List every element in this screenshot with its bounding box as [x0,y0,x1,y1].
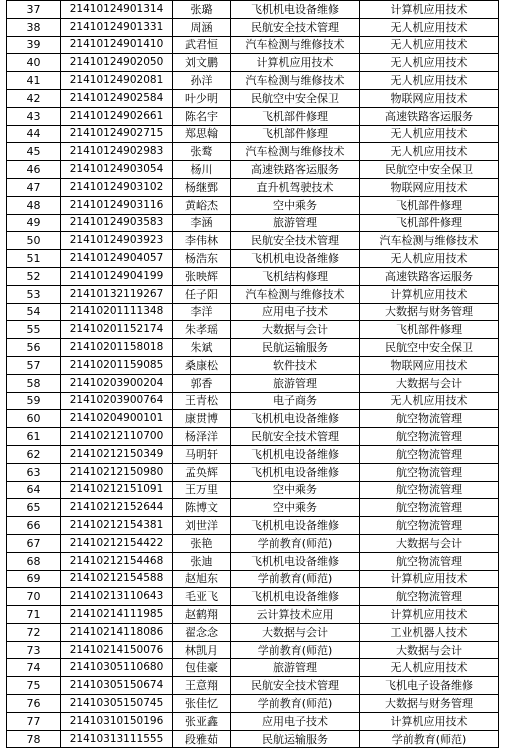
target-major-cell: 大数据与财务管理 [360,695,499,713]
target-major-cell: 计算机应用技术 [360,606,499,624]
target-major-cell: 航空物流管理 [360,588,499,606]
student-id-cell: 21410201111348 [61,303,173,321]
row-number-cell: 45 [7,143,61,161]
student-name-cell: 张璐 [173,1,231,19]
original-major-cell: 空中乘务 [231,196,360,214]
row-number-cell: 64 [7,481,61,499]
table-row [7,1,499,19]
student-id-cell: 21410124901314 [61,1,173,19]
student-name-cell: 赵鹤翔 [173,606,231,624]
target-major-cell: 飞机部件修理 [360,214,499,232]
student-name-cell: 张艳 [173,534,231,552]
table-row [7,267,499,285]
original-major-cell: 软件技术 [231,356,360,374]
target-major-cell: 飞机电子设备维修 [360,677,499,695]
original-major-cell: 旅游管理 [231,659,360,677]
target-major-cell: 无人机应用技术 [360,659,499,677]
row-number-cell: 62 [7,445,61,463]
student-name-cell: 郭香 [173,374,231,392]
student-name-cell: 翟念念 [173,623,231,641]
student-name-cell: 康贯博 [173,410,231,428]
student-name-cell: 任子阳 [173,285,231,303]
row-number-cell: 70 [7,588,61,606]
student-id-cell: 21410212154588 [61,570,173,588]
row-number-cell: 43 [7,107,61,125]
student-name-cell: 王意翔 [173,677,231,695]
original-major-cell: 电子商务 [231,392,360,410]
student-name-cell: 张映辉 [173,267,231,285]
table-row [7,72,499,90]
target-major-cell: 汽车检测与维修技术 [360,232,499,250]
target-major-cell: 高速铁路客运服务 [360,107,499,125]
original-major-cell: 飞机机电设备维修 [231,552,360,570]
student-id-cell: 21410124903923 [61,232,173,250]
student-id-cell: 21410124903102 [61,178,173,196]
row-number-cell: 78 [7,730,61,748]
original-major-cell: 应用电子技术 [231,303,360,321]
student-name-cell: 桑康松 [173,356,231,374]
original-major-cell: 大数据与会计 [231,321,360,339]
student-id-cell: 21410212154422 [61,534,173,552]
original-major-cell: 云计算技术应用 [231,606,360,624]
target-major-cell: 航空物流管理 [360,428,499,446]
target-major-cell: 飞机部件修理 [360,321,499,339]
target-major-cell: 物联网应用技术 [360,356,499,374]
table-row [7,499,499,517]
original-major-cell: 汽车检测与维修技术 [231,72,360,90]
original-major-cell: 应用电子技术 [231,712,360,730]
student-name-cell: 郑思翰 [173,125,231,143]
table-row [7,89,499,107]
table-row [7,214,499,232]
target-major-cell: 计算机应用技术 [360,285,499,303]
row-number-cell: 73 [7,641,61,659]
student-name-cell: 杨川 [173,161,231,179]
row-number-cell: 37 [7,1,61,19]
row-number-cell: 53 [7,285,61,303]
table-row [7,36,499,54]
table-row [7,178,499,196]
student-name-cell: 包佳豪 [173,659,231,677]
original-major-cell: 旅游管理 [231,214,360,232]
row-number-cell: 38 [7,18,61,36]
row-number-cell: 50 [7,232,61,250]
row-number-cell: 58 [7,374,61,392]
student-id-cell: 21410124903054 [61,161,173,179]
row-number-cell: 67 [7,534,61,552]
student-name-cell: 杨泽洋 [173,428,231,446]
table-row [7,445,499,463]
student-name-cell: 张鹜 [173,143,231,161]
table-row [7,606,499,624]
student-name-cell: 张迪 [173,552,231,570]
row-number-cell: 52 [7,267,61,285]
table-row [7,143,499,161]
target-major-cell: 航空物流管理 [360,499,499,517]
original-major-cell: 飞机部件修理 [231,107,360,125]
row-number-cell: 69 [7,570,61,588]
student-name-cell: 王青松 [173,392,231,410]
table-row [7,339,499,357]
student-id-cell: 21410201158018 [61,339,173,357]
student-id-cell: 21410313111555 [61,730,173,748]
target-major-cell: 大数据与会计 [360,374,499,392]
target-major-cell: 航空物流管理 [360,445,499,463]
row-number-cell: 77 [7,712,61,730]
original-major-cell: 飞机结构修理 [231,267,360,285]
student-id-cell: 21410212151091 [61,481,173,499]
target-major-cell: 无人机应用技术 [360,143,499,161]
original-major-cell: 汽车检测与维修技术 [231,285,360,303]
target-major-cell: 无人机应用技术 [360,54,499,72]
student-name-cell: 杨继鄄 [173,178,231,196]
original-major-cell: 飞机机电设备维修 [231,588,360,606]
table-row [7,428,499,446]
target-major-cell: 大数据与财务管理 [360,303,499,321]
student-id-cell: 21410203900204 [61,374,173,392]
original-major-cell: 直升机驾驶技术 [231,178,360,196]
table-row [7,570,499,588]
table-row [7,641,499,659]
target-major-cell: 民航空中安全保卫 [360,339,499,357]
student-name-cell: 孟奂辉 [173,463,231,481]
student-id-cell: 21410214111985 [61,606,173,624]
table-row [7,517,499,535]
row-number-cell: 49 [7,214,61,232]
original-major-cell: 民航安全技术管理 [231,232,360,250]
target-major-cell: 无人机应用技术 [360,392,499,410]
target-major-cell: 物联网应用技术 [360,178,499,196]
original-major-cell: 飞机机电设备维修 [231,463,360,481]
student-id-cell: 21410305110680 [61,659,173,677]
target-major-cell: 无人机应用技术 [360,125,499,143]
student-name-cell: 马明轩 [173,445,231,463]
original-major-cell: 飞机机电设备维修 [231,517,360,535]
student-id-cell: 21410124902661 [61,107,173,125]
row-number-cell: 55 [7,321,61,339]
target-major-cell: 无人机应用技术 [360,36,499,54]
student-name-cell: 周涵 [173,18,231,36]
target-major-cell: 航空物流管理 [360,552,499,570]
original-major-cell: 学前教育(师范) [231,695,360,713]
table-row [7,250,499,268]
row-number-cell: 46 [7,161,61,179]
student-name-cell: 陈博文 [173,499,231,517]
table-row [7,54,499,72]
table-row [7,107,499,125]
original-major-cell: 学前教育(师范) [231,534,360,552]
original-major-cell: 飞机机电设备维修 [231,250,360,268]
original-major-cell: 空中乘务 [231,499,360,517]
table-row [7,588,499,606]
target-major-cell: 民航空中安全保卫 [360,161,499,179]
original-major-cell: 高速铁路客运服务 [231,161,360,179]
table-row [7,677,499,695]
row-number-cell: 51 [7,250,61,268]
table-row [7,481,499,499]
target-major-cell: 飞机部件修理 [360,196,499,214]
target-major-cell: 计算机应用技术 [360,1,499,19]
row-number-cell: 61 [7,428,61,446]
target-major-cell: 航空物流管理 [360,517,499,535]
student-id-cell: 21410124901410 [61,36,173,54]
row-number-cell: 59 [7,392,61,410]
student-name-cell: 武君恒 [173,36,231,54]
original-major-cell: 民航运输服务 [231,730,360,748]
student-id-cell: 21410305150745 [61,695,173,713]
target-major-cell: 无人机应用技术 [360,250,499,268]
student-id-cell: 21410124902050 [61,54,173,72]
student-id-cell: 21410124903583 [61,214,173,232]
target-major-cell: 航空物流管理 [360,410,499,428]
row-number-cell: 75 [7,677,61,695]
row-number-cell: 54 [7,303,61,321]
student-id-cell: 21410213110643 [61,588,173,606]
table-row [7,285,499,303]
table-row [7,356,499,374]
student-id-cell: 21410201159085 [61,356,173,374]
student-id-cell: 21410212110700 [61,428,173,446]
student-major-table [6,0,499,748]
row-number-cell: 39 [7,36,61,54]
student-id-cell: 21410124903116 [61,196,173,214]
row-number-cell: 42 [7,89,61,107]
student-name-cell: 王万里 [173,481,231,499]
table-row [7,659,499,677]
original-major-cell: 空中乘务 [231,481,360,499]
student-id-cell: 21410212150349 [61,445,173,463]
target-major-cell: 工业机器人技术 [360,623,499,641]
row-number-cell: 72 [7,623,61,641]
student-id-cell: 21410201152174 [61,321,173,339]
student-id-cell: 21410212154468 [61,552,173,570]
student-id-cell: 21410124902983 [61,143,173,161]
table-row [7,374,499,392]
target-major-cell: 无人机应用技术 [360,18,499,36]
student-id-cell: 21410124904057 [61,250,173,268]
target-major-cell: 计算机应用技术 [360,712,499,730]
original-major-cell: 飞机机电设备维修 [231,410,360,428]
student-id-cell: 21410203900764 [61,392,173,410]
target-major-cell: 计算机应用技术 [360,570,499,588]
target-major-cell: 物联网应用技术 [360,89,499,107]
student-name-cell: 张亚鑫 [173,712,231,730]
original-major-cell: 民航安全技术管理 [231,18,360,36]
original-major-cell: 学前教育(师范) [231,570,360,588]
table-row [7,232,499,250]
student-id-cell: 21410305150674 [61,677,173,695]
original-major-cell: 民航安全技术管理 [231,677,360,695]
student-id-cell: 21410132119267 [61,285,173,303]
table-row [7,161,499,179]
table-row [7,321,499,339]
row-number-cell: 47 [7,178,61,196]
table-row [7,410,499,428]
student-name-cell: 叶少明 [173,89,231,107]
row-number-cell: 74 [7,659,61,677]
student-name-cell: 黄峪杰 [173,196,231,214]
student-name-cell: 李洋 [173,303,231,321]
student-name-cell: 毛亚飞 [173,588,231,606]
row-number-cell: 60 [7,410,61,428]
student-name-cell: 朱斌 [173,339,231,357]
row-number-cell: 76 [7,695,61,713]
student-name-cell: 孙洋 [173,72,231,90]
row-number-cell: 48 [7,196,61,214]
original-major-cell: 民航空中安全保卫 [231,89,360,107]
student-name-cell: 朱孝瑶 [173,321,231,339]
target-major-cell: 高速铁路客运服务 [360,267,499,285]
row-number-cell: 71 [7,606,61,624]
target-major-cell: 航空物流管理 [360,463,499,481]
original-major-cell: 民航安全技术管理 [231,428,360,446]
table-row [7,392,499,410]
target-major-cell: 无人机应用技术 [360,72,499,90]
original-major-cell: 学前教育(师范) [231,641,360,659]
original-major-cell: 大数据与会计 [231,623,360,641]
student-id-cell: 21410212150980 [61,463,173,481]
student-id-cell: 21410214118086 [61,623,173,641]
row-number-cell: 41 [7,72,61,90]
row-number-cell: 66 [7,517,61,535]
student-id-cell: 21410124902715 [61,125,173,143]
row-number-cell: 56 [7,339,61,357]
table-row [7,303,499,321]
student-name-cell: 杨浩东 [173,250,231,268]
student-id-cell: 21410310150196 [61,712,173,730]
original-major-cell: 汽车检测与维修技术 [231,143,360,161]
table-row [7,552,499,570]
row-number-cell: 63 [7,463,61,481]
row-number-cell: 65 [7,499,61,517]
table-row [7,125,499,143]
student-name-cell: 张佳忆 [173,695,231,713]
row-number-cell: 57 [7,356,61,374]
row-number-cell: 68 [7,552,61,570]
table-body [7,1,499,748]
table-row [7,623,499,641]
original-major-cell: 计算机应用技术 [231,54,360,72]
original-major-cell: 旅游管理 [231,374,360,392]
student-name-cell: 李伟林 [173,232,231,250]
table-row [7,695,499,713]
table-row [7,196,499,214]
student-name-cell: 林凯月 [173,641,231,659]
original-major-cell: 飞机部件修理 [231,125,360,143]
target-major-cell: 学前教育(师范) [360,730,499,748]
student-id-cell: 21410204900101 [61,410,173,428]
table-row [7,463,499,481]
student-id-cell: 21410214150076 [61,641,173,659]
original-major-cell: 民航运输服务 [231,339,360,357]
row-number-cell: 44 [7,125,61,143]
student-id-cell: 21410212152644 [61,499,173,517]
student-name-cell: 李涵 [173,214,231,232]
row-number-cell: 40 [7,54,61,72]
original-major-cell: 汽车检测与维修技术 [231,36,360,54]
student-id-cell: 21410124902584 [61,89,173,107]
table-row [7,712,499,730]
table-row [7,18,499,36]
table-row [7,730,499,748]
original-major-cell: 飞机机电设备维修 [231,445,360,463]
original-major-cell: 飞机机电设备维修 [231,1,360,19]
student-id-cell: 21410124901331 [61,18,173,36]
student-id-cell: 21410212154381 [61,517,173,535]
target-major-cell: 大数据与会计 [360,641,499,659]
target-major-cell: 航空物流管理 [360,481,499,499]
student-id-cell: 21410124902081 [61,72,173,90]
student-name-cell: 段雅茹 [173,730,231,748]
student-name-cell: 刘世洋 [173,517,231,535]
target-major-cell: 大数据与会计 [360,534,499,552]
student-id-cell: 21410124904199 [61,267,173,285]
table-row [7,534,499,552]
student-name-cell: 赵旭东 [173,570,231,588]
student-name-cell: 刘文鹏 [173,54,231,72]
student-name-cell: 陈名宇 [173,107,231,125]
